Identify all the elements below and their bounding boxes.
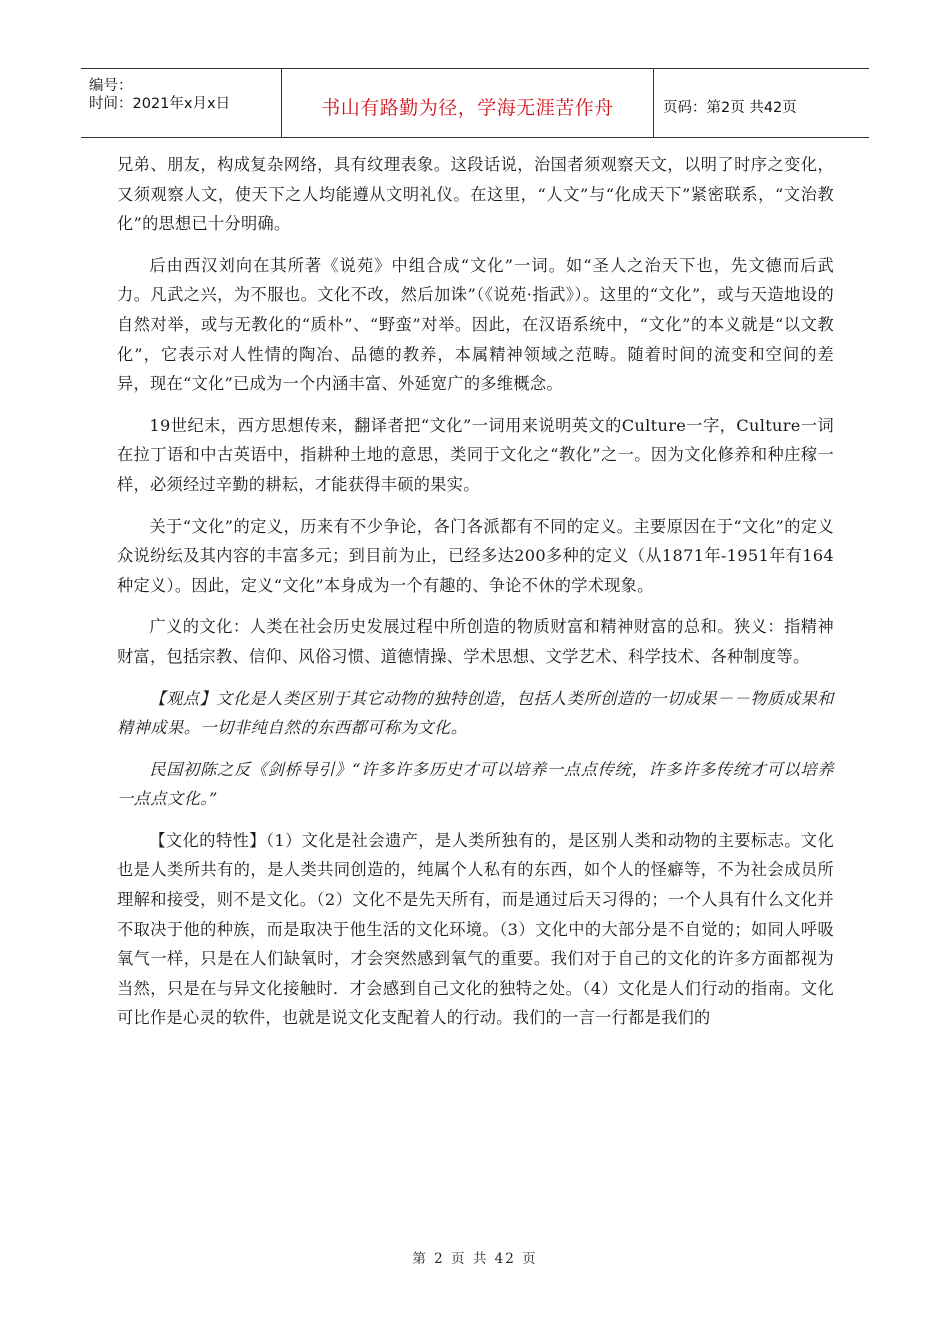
page-footer: 第 2 页 共 42 页 [412,1251,538,1267]
paragraph-viewpoint: 【观点】文化是人类区别于其它动物的独特创造，包括人类所创造的一切成果－－物质成果和精神成果。一切非纯自然的东西都可称为文化。 [117,688,834,738]
page-header [81,68,869,138]
document-body [117,150,834,1045]
number-label: 编号： [89,78,133,94]
header-page-cell [654,69,869,137]
date-label: 时间：2021年x月x日 [89,96,231,112]
paragraph-culture-translation: 19世纪末，西方思想传来，翻译者把“文化”一词用来说明英文的Culture一字，Culture一词在拉丁语和中古英语中，指耕种土地的意思，类同于文化之“教化”之一。因为文化修养和种庄稼一样，必须经过辛勤的耕耘，才能获得丰硕的果实。 [117,415,834,494]
header-info-cell [81,69,282,137]
paragraph-definition-debate: 关于“文化”的定义，历来有不少争论，各门各派都有不同的定义。主要原因在于“文化”的定义众说纷纭及其内容的丰富多元；到目前为止，已经多达200多种的定义（从1871年-1951年有164种定义）。因此，定义“文化”本身成为一个有趣的、争论不休的学术现象。 [117,516,834,595]
paragraph-characteristics: 【文化的特性】（1）文化是社会遗产，是人类所独有的，是区别人类和动物的主要标志。文化也是人类所共有的，是人类共同创造的，纯属个人私有的东西，如个人的怪癖等，不为社会成员所理解和接受，则不是文化。（2）文化不是先天所有，而是通过后天习得的；一个人具有什么文化并不取决于他的种族，而是取决于他生活的文化环境。（3）文化中的大部分是不自觉的；如同人呼吸氧气一样，只是在人们缺氧时，才会突然感到氧气的重要。我们对于自己的文化的许多方面都视为当然，只是在与异文化接触时．才会感到自己文化的独特之处。（4）文化是人们行动的指南。文化可比作是心灵的软件，也就是说文化支配着人的行动。我们的一言一行都是我们的 [117,830,834,1028]
paragraph-quote: 民国初陈之反《剑桥导引》“许多许多历史才可以培养一点点传统，许多许多传统才可以培养一点点文化。” [117,759,834,809]
motto: 书山有路勤为径，学海无涯苦作舟 [321,97,614,119]
paragraph-broad-narrow: 广义的文化：人类在社会历史发展过程中所创造的物质财富和精神财富的总和。狭义：指精神财富，包括宗教、信仰、风俗习惯、道德情操、学术思想、文学艺术、科学技术、各种制度等。 [117,617,834,666]
header-motto-cell [282,69,654,137]
paragraph-liu-xiang: 后由西汉刘向在其所著《说苑》中组合成“文化”一词。如“圣人之治天下也，先文德而后武力。凡武之兴，为不服也。文化不改，然后加诛”（《说苑·指武》）。这里的“文化”，或与天造地设的自然对举，或与无教化的“质朴”、“野蛮”对举。因此，在汉语系统中，“文化”的本义就是“以文教化”，它表示对人性情的陶冶、品德的教养，本属精神领域之范畴。随着时间的流变和空间的差异，现在“文化”已成为一个内涵丰富、外延宽广的多维概念。 [117,255,834,394]
paragraph-continuation: 兄弟、朋友，构成复杂网络，具有纹理表象。这段话说，治国者须观察天文，以明了时序之变化，又须观察人文，使天下之人均能遵从文明礼仪。在这里，“人文”与“化成天下”紧密联系，“文治教化”的思想已十分明确。 [117,155,834,234]
page-info: 页码：第2页 共42页 [663,100,797,116]
